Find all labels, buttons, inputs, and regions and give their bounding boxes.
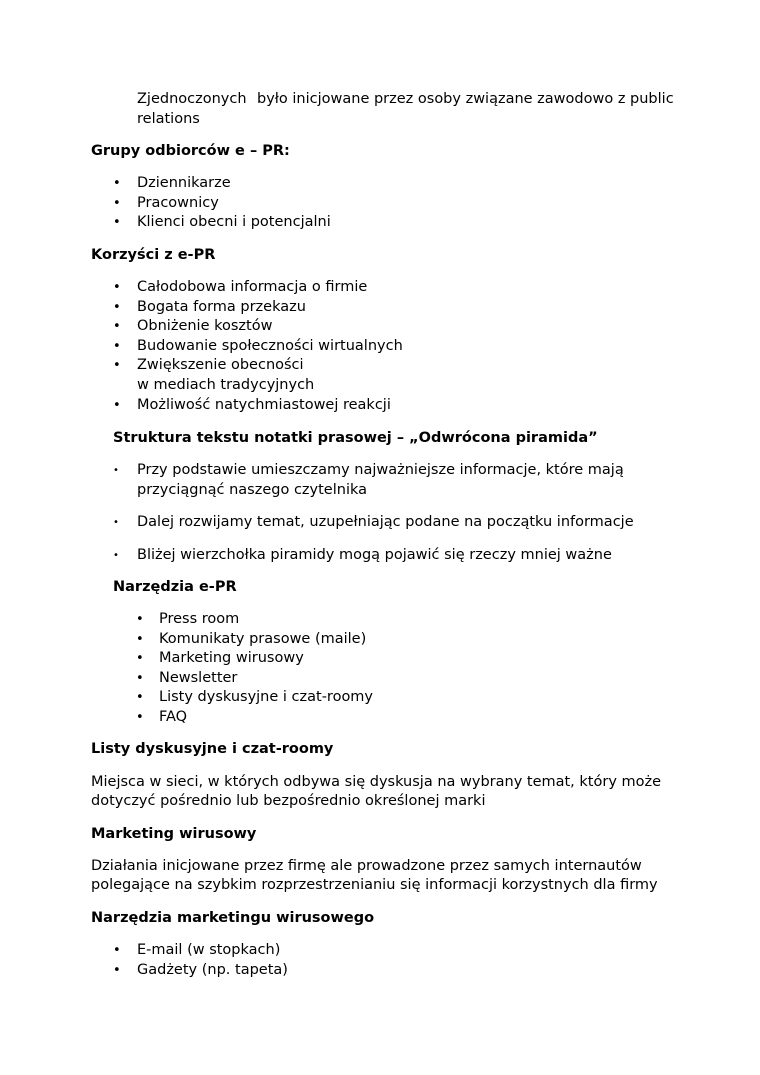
pyramid-item-2: Dalej rozwijamy temat, uzupełniając podane na początku informacje (137, 514, 634, 530)
lists-paragraph-line-1: Miejsca w sieci, w których odbywa się dyskusja na wybrany temat, który może (91, 774, 662, 790)
tool-item: Press room (159, 611, 240, 627)
bullet-marker: • (113, 176, 121, 191)
pyramid-item-1-line-2: przyciągnąć naszego czytelnika (137, 482, 367, 498)
bullet-marker: • (113, 358, 121, 373)
bullet-marker: • (136, 612, 144, 627)
audience-item: Klienci obecni i potencjalni (137, 214, 331, 230)
benefit-item: Budowanie społeczności wirtualnych (137, 338, 403, 354)
benefit-item: Całodobowa informacja o firmie (137, 279, 368, 295)
lists-heading: Listy dyskusyjne i czat-roomy (91, 741, 334, 757)
bullet-marker: • (136, 651, 144, 666)
bullet-marker: • (136, 710, 144, 725)
benefits-heading: Korzyści z e-PR (91, 247, 216, 263)
bullet-marker: • (113, 196, 121, 211)
benefit-item: Bogata forma przekazu (137, 299, 306, 315)
benefit-item: Zwiększenie obecności (137, 357, 304, 373)
bullet-marker: • (113, 517, 119, 528)
bullet-marker: • (113, 550, 119, 561)
bullet-marker: • (113, 943, 121, 958)
benefit-item-continuation: w mediach tradycyjnych (137, 377, 315, 393)
viral-tools-heading: Narzędzia marketingu wirusowego (91, 910, 375, 926)
lists-paragraph-line-2: dotyczyć pośrednio lub bezpośrednio określonej marki (91, 793, 486, 809)
bullet-marker: • (113, 280, 121, 295)
bullet-marker: • (113, 398, 121, 413)
viral-tool-item: E-mail (w stopkach) (137, 942, 281, 958)
tool-item: Newsletter (159, 670, 238, 686)
bullet-marker: • (136, 671, 144, 686)
bullet-marker: • (113, 339, 121, 354)
tool-item: Listy dyskusyjne i czat-roomy (159, 689, 374, 705)
viral-paragraph-line-1: Działania inicjowane przez firmę ale prowadzone przez samych internautów (91, 858, 642, 874)
pyramid-heading: Struktura tekstu notatki prasowej – „Odwrócona piramida” (113, 430, 598, 446)
intro-line-1a: Zjednoczonych (137, 91, 247, 107)
intro-line-1b: było inicjowane przez osoby związane zawodowo z public (257, 91, 674, 107)
bullet-marker: • (113, 465, 119, 476)
bullet-marker: • (113, 319, 121, 334)
pyramid-item-1-line-1: Przy podstawie umieszczamy najważniejsze informacje, które mają (137, 462, 624, 478)
tool-item: FAQ (159, 709, 188, 725)
viral-tool-item: Gadżety (np. tapeta) (137, 962, 288, 978)
bullet-marker: • (113, 963, 121, 978)
pyramid-item-3: Bliżej wierzchołka piramidy mogą pojawić się rzeczy mniej ważne (137, 547, 612, 563)
intro-line-2: relations (137, 111, 200, 127)
benefit-item: Obniżenie kosztów (137, 318, 273, 334)
bullet-marker: • (136, 690, 144, 705)
audience-item: Dziennikarze (137, 175, 231, 191)
bullet-marker: • (113, 215, 121, 230)
tools-heading: Narzędzia e-PR (113, 579, 237, 595)
viral-heading: Marketing wirusowy (91, 826, 257, 842)
viral-paragraph-line-2: polegające na szybkim rozprzestrzenianiu się informacji korzystnych dla firmy (91, 877, 658, 893)
audience-item: Pracownicy (137, 195, 219, 211)
bullet-marker: • (136, 632, 144, 647)
bullet-marker: • (113, 300, 121, 315)
audience-heading: Grupy odbiorców e – PR: (91, 143, 290, 159)
benefit-item: Możliwość natychmiastowej reakcji (137, 397, 391, 413)
tool-item: Komunikaty prasowe (maile) (159, 631, 367, 647)
tool-item: Marketing wirusowy (159, 650, 304, 666)
